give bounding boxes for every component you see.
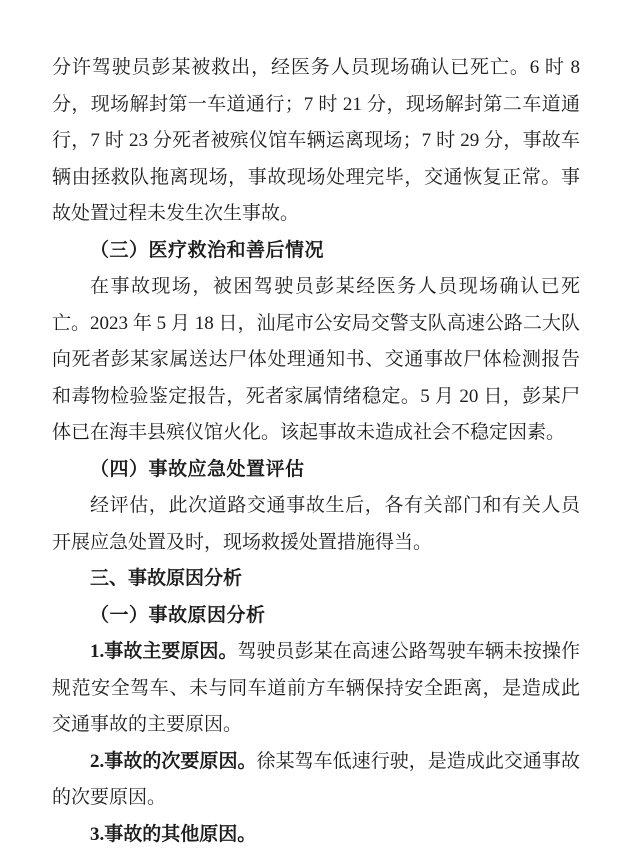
paragraph-primary-cause: [52, 634, 580, 744]
heading-accident-cause-analysis-chapter: 三、事故原因分析: [52, 561, 580, 598]
secondary-cause-text: 徐某驾车低速行驶，是造成此交通事故的次要原因。: [52, 751, 580, 809]
document-body: [52, 50, 580, 853]
heading-accident-cause-analysis-section: （一）事故原因分析: [52, 598, 580, 635]
primary-cause-label: 1.事故主要原因。: [90, 641, 237, 662]
paragraph-emergency-evaluation: 经评估，此次道路交通事故生后，各有关部门和有关人员开展应急处置及时，现场救援处置措施得当。: [52, 488, 580, 561]
other-cause-label: 3.事故的其他原因。: [90, 824, 256, 845]
paragraph-scene-handling-continuation: 分许驾驶员彭某被救出，经医务人员现场确认已死亡。6 时 8 分，现场解封第一车道通行；7 时 21 分，现场解封第二车道通行，7 时 23 分死者被殡仪馆车辆运离现场；7 时 29 分，事故车辆由拯救队拖离现场，事故现场处理完毕，交通恢复正常。事故处置过程未发生次生事故。: [52, 50, 580, 233]
paragraph-other-cause: [52, 817, 580, 853]
heading-medical-treatment-aftermath: （三）医疗救治和善后情况: [52, 233, 580, 270]
paragraph-medical-aftermath: 在事故现场，被困驾驶员彭某经医务人员现场确认已死亡。2023 年 5 月 18 日，汕尾市公安局交警支队高速公路二大队向死者彭某家属送达尸体处理通知书、交通事故尸体检测报告和毒物检验鉴定报告，死者家属情绪稳定。5 月 20 日，彭某尸体已在海丰县殡仪馆火化。该起事故未造成社会不稳定因素。: [52, 269, 580, 452]
primary-cause-text: 驾驶员彭某在高速公路驾驶车辆未按操作规范安全驾车、未与同车道前方车辆保持安全距离，是造成此交通事故的主要原因。: [52, 641, 580, 735]
secondary-cause-label: 2.事故的次要原因。: [90, 751, 257, 772]
heading-emergency-response-evaluation: （四）事故应急处置评估: [52, 452, 580, 489]
paragraph-secondary-cause: [52, 744, 580, 817]
